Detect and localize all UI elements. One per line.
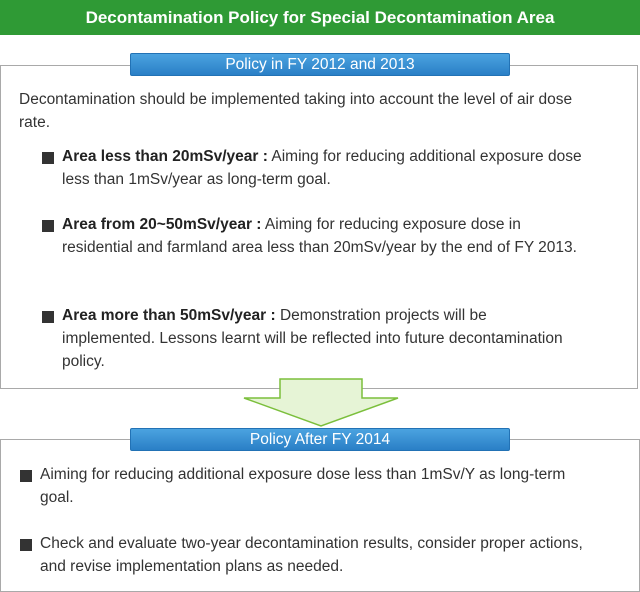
square-bullet-icon [42, 311, 54, 323]
square-bullet-icon [20, 470, 32, 482]
down-arrow-icon [242, 378, 400, 428]
policy-item-20-50 [42, 213, 582, 259]
item-label: Area less than 20mSv/year : [62, 148, 268, 165]
policy-after-2014-header: Policy After FY 2014 [130, 428, 510, 451]
policy-item-over-50 [42, 304, 582, 373]
policy-after-item-1 [20, 463, 600, 509]
policy-after-item-2 [20, 532, 600, 578]
policy-item-under-20 [42, 145, 582, 191]
square-bullet-icon [42, 220, 54, 232]
square-bullet-icon [20, 539, 32, 551]
item-label: Area more than 50mSv/year : [62, 307, 276, 324]
item-text: Aiming for reducing exposure dose in residential and farmland area less than 20mSv/year by the end of FY 2013. [62, 216, 577, 256]
policy-intro-text: Decontamination should be implemented taking into account the level of air dose rate. [19, 91, 573, 131]
square-bullet-icon [42, 152, 54, 164]
item-text: Check and evaluate two-year decontamination results, consider proper actions, and revise implementation plans as needed. [40, 535, 583, 575]
policy-2012-2013-header: Policy in FY 2012 and 2013 [130, 53, 510, 76]
item-label: Area from 20~50mSv/year : [62, 216, 262, 233]
item-text: Aiming for reducing additional exposure dose less than 1mSv/year as long-term goal. [62, 148, 582, 188]
item-text: Aiming for reducing additional exposure dose less than 1mSv/Y as long-term goal. [40, 466, 566, 506]
diagram-title: Decontamination Policy for Special Decontamination Area [0, 0, 640, 35]
item-text: Demonstration projects will be implemented. Lessons learnt will be reflected into future decontamination policy. [62, 307, 563, 370]
